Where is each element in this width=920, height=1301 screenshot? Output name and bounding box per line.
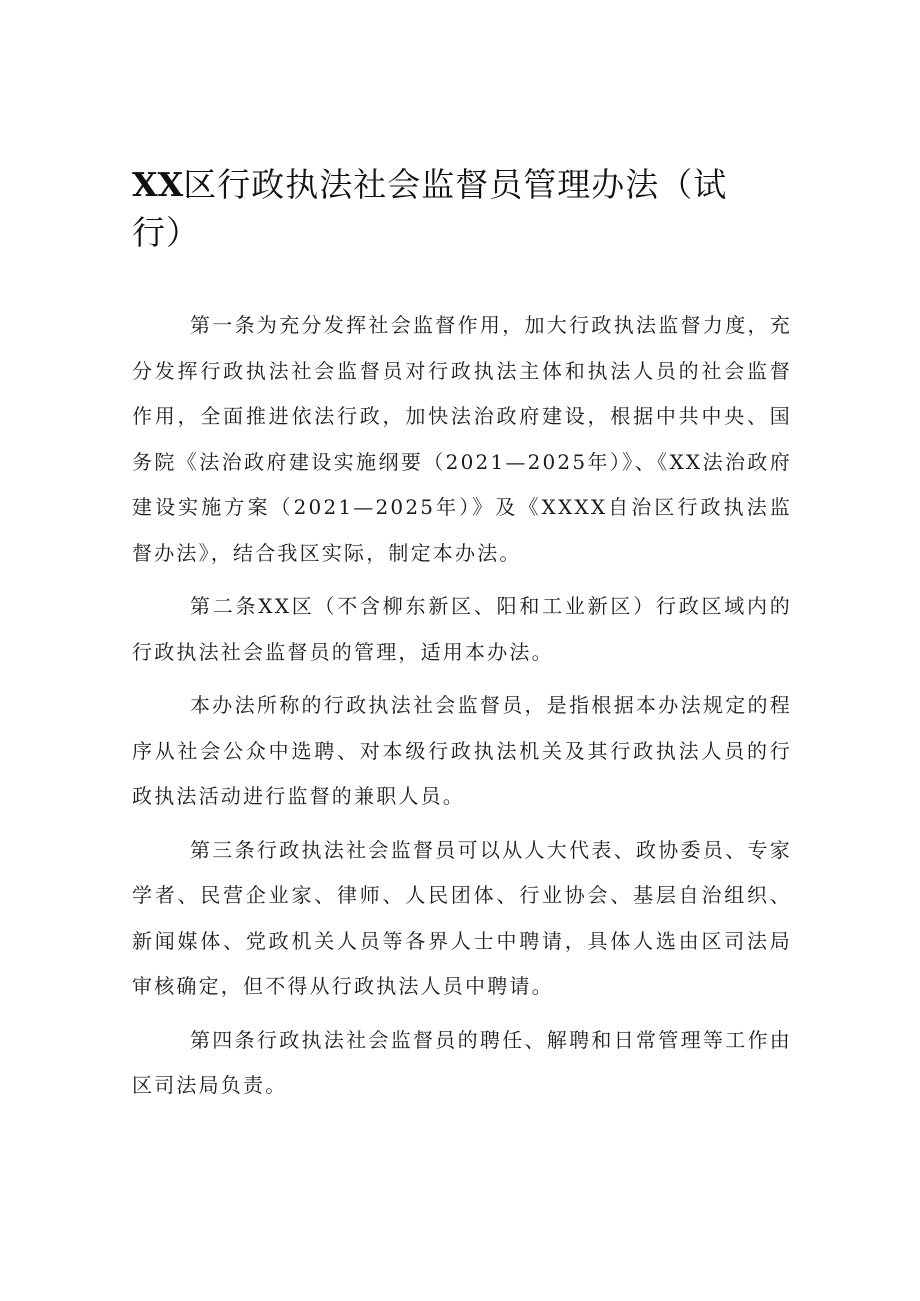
title-main: 区行政执法社会监督员管理办法（试行） xyxy=(132,165,728,252)
document-title xyxy=(132,161,772,257)
paragraph-article-4: 第四条行政执法社会监督员的聘任、解聘和日常管理等工作由区司法局负责。 xyxy=(132,1027,792,1097)
paragraph-article-1: 第一条为充分发挥社会监督作用，加大行政执法监督力度，充分发挥行政执法社会监督员对行政执法主体和执法人员的社会监督作用，全面推进依法行政，加快法治政府建设，根据中共中央、国务院《法治政府建设实施纲要（2021—2025年）》、《XX法治政府建设实施方案（2021—2025年）》及《XXXX自治区行政执法监督办法》，结合我区实际，制定本办法。 xyxy=(132,313,792,565)
paragraph-article-2: 第二条XX区（不含柳东新区、阳和工业新区）行政区域内的行政执法社会监督员的管理，适用本办法。 xyxy=(132,594,792,664)
paragraph-article-3: 第三条行政执法社会监督员可以从人大代表、政协委员、专家学者、民营企业家、律师、人民团体、行业协会、基层自治组织、新闻媒体、党政机关人员等各界人士中聘请，具体人选由区司法局审核确定，但不得从行政执法人员中聘请。 xyxy=(132,837,792,998)
title-prefix: XX xyxy=(132,165,184,204)
document-body xyxy=(132,303,792,1117)
paragraph-definition: 本办法所称的行政执法社会监督员，是指根据本办法规定的程序从社会公众中选聘、对本级行政执法机关及其行政执法人员的行政执法活动进行监督的兼职人员。 xyxy=(132,693,792,808)
